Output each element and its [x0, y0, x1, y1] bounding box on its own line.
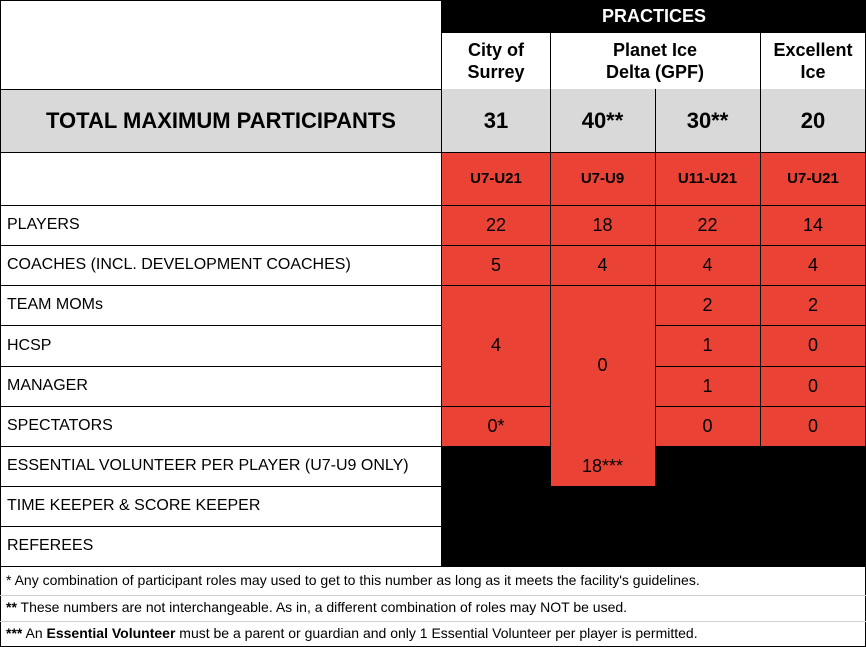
- age-group-surrey: U7-U21: [442, 152, 550, 205]
- row-label-referees: REFEREES: [0, 526, 442, 566]
- manager-excellent: 0: [760, 366, 866, 406]
- grid-line: [441, 0, 442, 566]
- row-label-team-moms: TEAM MOMs: [0, 285, 442, 325]
- footnote-2: ** These numbers are not interchangeable. As in, a different combination of roles may NOT be used.: [6, 599, 628, 615]
- team-moms-delta-u11: 2: [655, 285, 760, 325]
- grid-line: [0, 89, 442, 90]
- total-delta-u7: 40**: [550, 89, 655, 152]
- surrey-spectators: 0*: [442, 406, 550, 446]
- row-label-coaches: COACHES (INCL. DEVELOPMENT COACHES): [0, 245, 442, 285]
- grid-line: [0, 486, 655, 487]
- hcsp-delta-u11: 1: [655, 325, 760, 366]
- players-delta-u11: 22: [655, 205, 760, 245]
- coaches-delta-u7: 4: [550, 245, 655, 285]
- corner-cell: [0, 0, 442, 89]
- age-group-delta-u7: U7-U9: [550, 152, 655, 205]
- grid-line: [0, 285, 866, 286]
- delta-u7-staff-merged: 0: [550, 285, 655, 446]
- grid-line: [655, 446, 866, 447]
- practices-header: [442, 0, 866, 33]
- grid-line: [0, 406, 550, 407]
- grid-line: [0, 566, 866, 567]
- spectators-delta-u11: 0: [655, 406, 760, 446]
- players-excellent: 14: [760, 205, 866, 245]
- players-surrey: 22: [442, 205, 550, 245]
- row-label-players: PLAYERS: [0, 205, 442, 245]
- grid-line: [655, 205, 656, 486]
- blocked-area-ev-right: [655, 446, 866, 486]
- grid-line: [760, 33, 761, 446]
- hcsp-excellent: 0: [760, 325, 866, 366]
- total-delta-u11: 30**: [655, 89, 760, 152]
- footnote-divider: [0, 595, 866, 596]
- grid-line: [0, 325, 442, 326]
- coaches-surrey: 5: [442, 245, 550, 285]
- row-label-timekeeper: TIME KEEPER & SCORE KEEPER: [0, 486, 442, 526]
- footnote-1: * Any combination of participant roles may used to get to this number as long as it meets the facility's guidelines.: [6, 572, 700, 588]
- grid-line: [0, 205, 866, 206]
- grid-line: [0, 0, 866, 1]
- age-group-excellent: U7-U21: [760, 152, 866, 205]
- age-group-delta-u11: U11-U21: [655, 152, 760, 205]
- grid-line: [0, 366, 442, 367]
- manager-delta-u11: 1: [655, 366, 760, 406]
- grid-line: [550, 33, 551, 486]
- total-excellent: 20: [760, 89, 866, 152]
- grid-line: [0, 152, 866, 153]
- surrey-staff-merged: 4: [442, 285, 550, 406]
- coaches-delta-u11: 4: [655, 245, 760, 285]
- grid-line: [0, 0, 1, 647]
- spectators-excellent: 0: [760, 406, 866, 446]
- blocked-area-ev-surrey: [442, 446, 550, 486]
- essential-volunteer-delta-u7: 18***: [550, 446, 655, 486]
- total-surrey: 31: [442, 89, 550, 152]
- row-label-hcsp: HCSP: [0, 325, 442, 366]
- blocked-area-bottom: [442, 486, 866, 566]
- practices-title: PRACTICES: [601, 6, 706, 26]
- row-label-essential-volunteer: ESSENTIAL VOLUNTEER PER PLAYER (U7-U9 ONLY): [0, 446, 442, 486]
- footnote-3: *** An Essential Volunteer must be a parent or guardian and only 1 Essential Volunteer per player is permitted.: [6, 625, 698, 641]
- grid-line: [0, 446, 550, 447]
- footnote-divider: [0, 621, 866, 622]
- row-label-spectators: SPECTATORS: [0, 406, 442, 446]
- grid-line: [0, 245, 866, 246]
- venue-city-of-surrey: City of Surrey: [442, 33, 550, 89]
- grid-line: [0, 526, 442, 527]
- total-max-participants-label: TOTAL MAXIMUM PARTICIPANTS: [0, 89, 442, 152]
- coaches-excellent: 4: [760, 245, 866, 285]
- row-label-manager: MANAGER: [0, 366, 442, 406]
- venue-excellent-ice: Excellent Ice: [760, 33, 866, 89]
- age-group-label-cell: [0, 152, 442, 205]
- grid-line: [655, 89, 656, 205]
- players-delta-u7: 18: [550, 205, 655, 245]
- venue-planet-ice-delta: Planet Ice Delta (GPF): [550, 33, 760, 89]
- team-moms-excellent: 2: [760, 285, 866, 325]
